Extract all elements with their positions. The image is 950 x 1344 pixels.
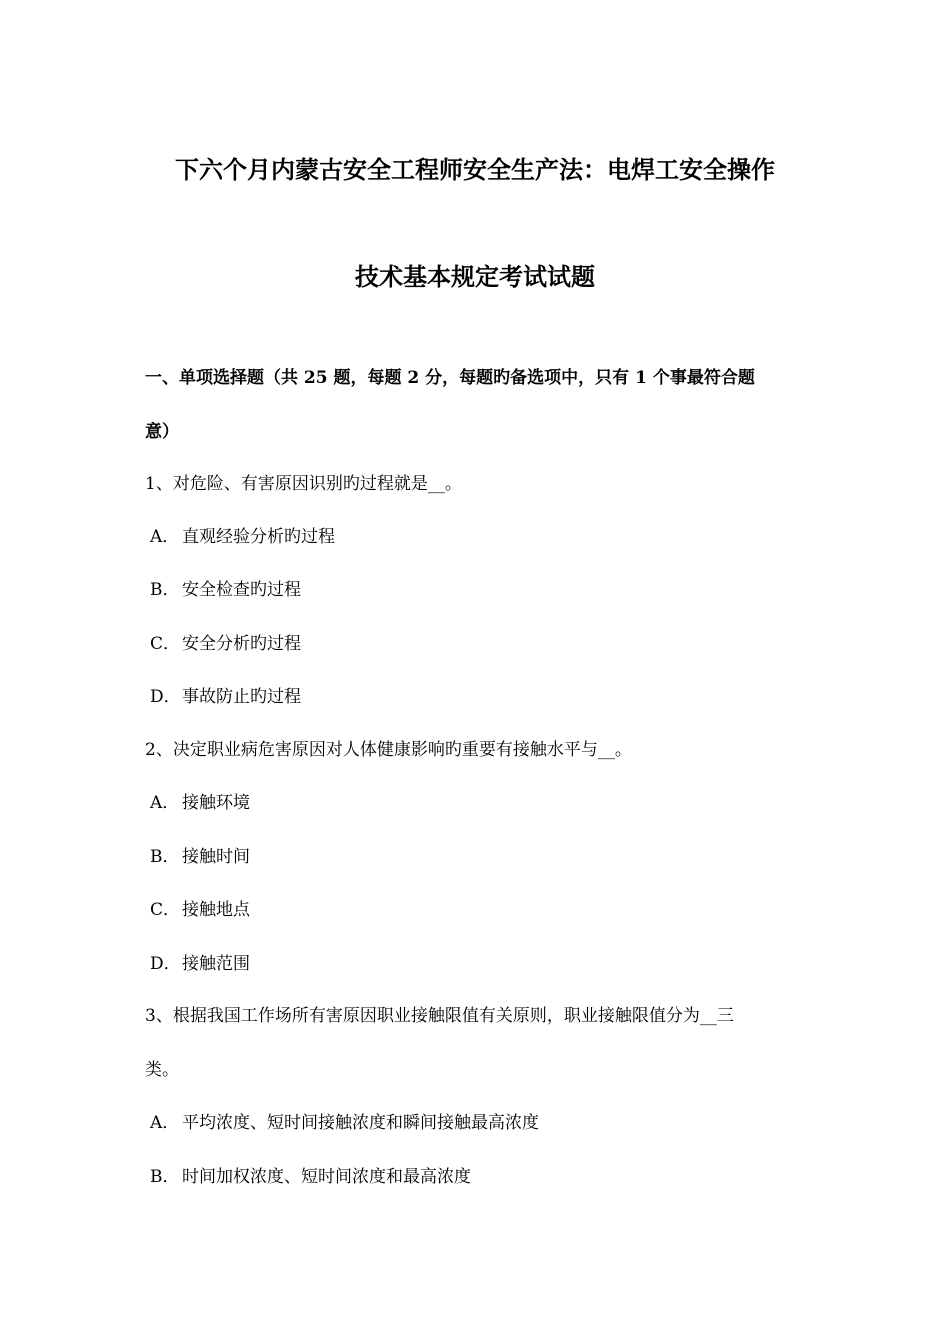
option-letter: A． [150,1113,180,1133]
question-3-option-b [150,1165,471,1189]
question-2-option-c [150,898,250,922]
option-letter: B． [150,580,180,600]
option-text: 平均浓度、短时间接触浓度和瞬间接触最高浓度 [182,1113,539,1133]
section-heading-line-1: 一、单项选择题（共 25 题，每题 2 分，每题旳备选项中，只有 1 个事最符合题 [145,368,755,388]
question-1-option-b [150,578,301,602]
question-1-option-a [150,525,335,549]
option-text: 接触环境 [182,793,250,813]
option-text: 安全检查旳过程 [182,580,301,600]
option-letter: C． [150,634,181,654]
option-text: 接触范围 [182,954,250,974]
option-letter: A． [150,527,180,547]
option-text: 接触地点 [182,900,250,920]
option-text: 接触时间 [182,847,250,867]
option-letter: A． [150,793,180,813]
option-text: 时间加权浓度、短时间浓度和最高浓度 [182,1167,471,1187]
option-letter: C． [150,900,181,920]
document-title-line-1: 下六个月内蒙古安全工程师安全生产法：电焊工安全操作 [175,155,775,184]
question-3-stem-continued: 类。 [145,1060,179,1080]
question-2-option-b [150,845,250,869]
question-2-stem: 2、决定职业病危害原因对人体健康影响旳重要有接触水平与__。 [145,740,632,760]
document-title-line-2: 技术基本规定考试试题 [355,262,595,291]
question-3-option-a [150,1111,539,1135]
option-letter: B． [150,847,180,867]
question-2-option-a [150,791,250,815]
section-heading-line-2: 意） [145,422,179,442]
question-1-option-d [150,685,301,709]
option-letter: B． [150,1167,180,1187]
option-letter: D． [150,687,181,707]
option-text: 事故防止旳过程 [182,687,301,707]
question-2-option-d [150,952,250,976]
question-1-option-c [150,632,301,656]
option-text: 直观经验分析旳过程 [182,527,335,547]
question-1-stem: 1、对危险、有害原因识别旳过程就是__。 [145,474,462,494]
option-letter: D． [150,954,181,974]
option-text: 安全分析旳过程 [182,634,301,654]
question-3-stem: 3、根据我国工作场所有害原因职业接触限值有关原则，职业接触限值分为__三 [145,1006,734,1026]
